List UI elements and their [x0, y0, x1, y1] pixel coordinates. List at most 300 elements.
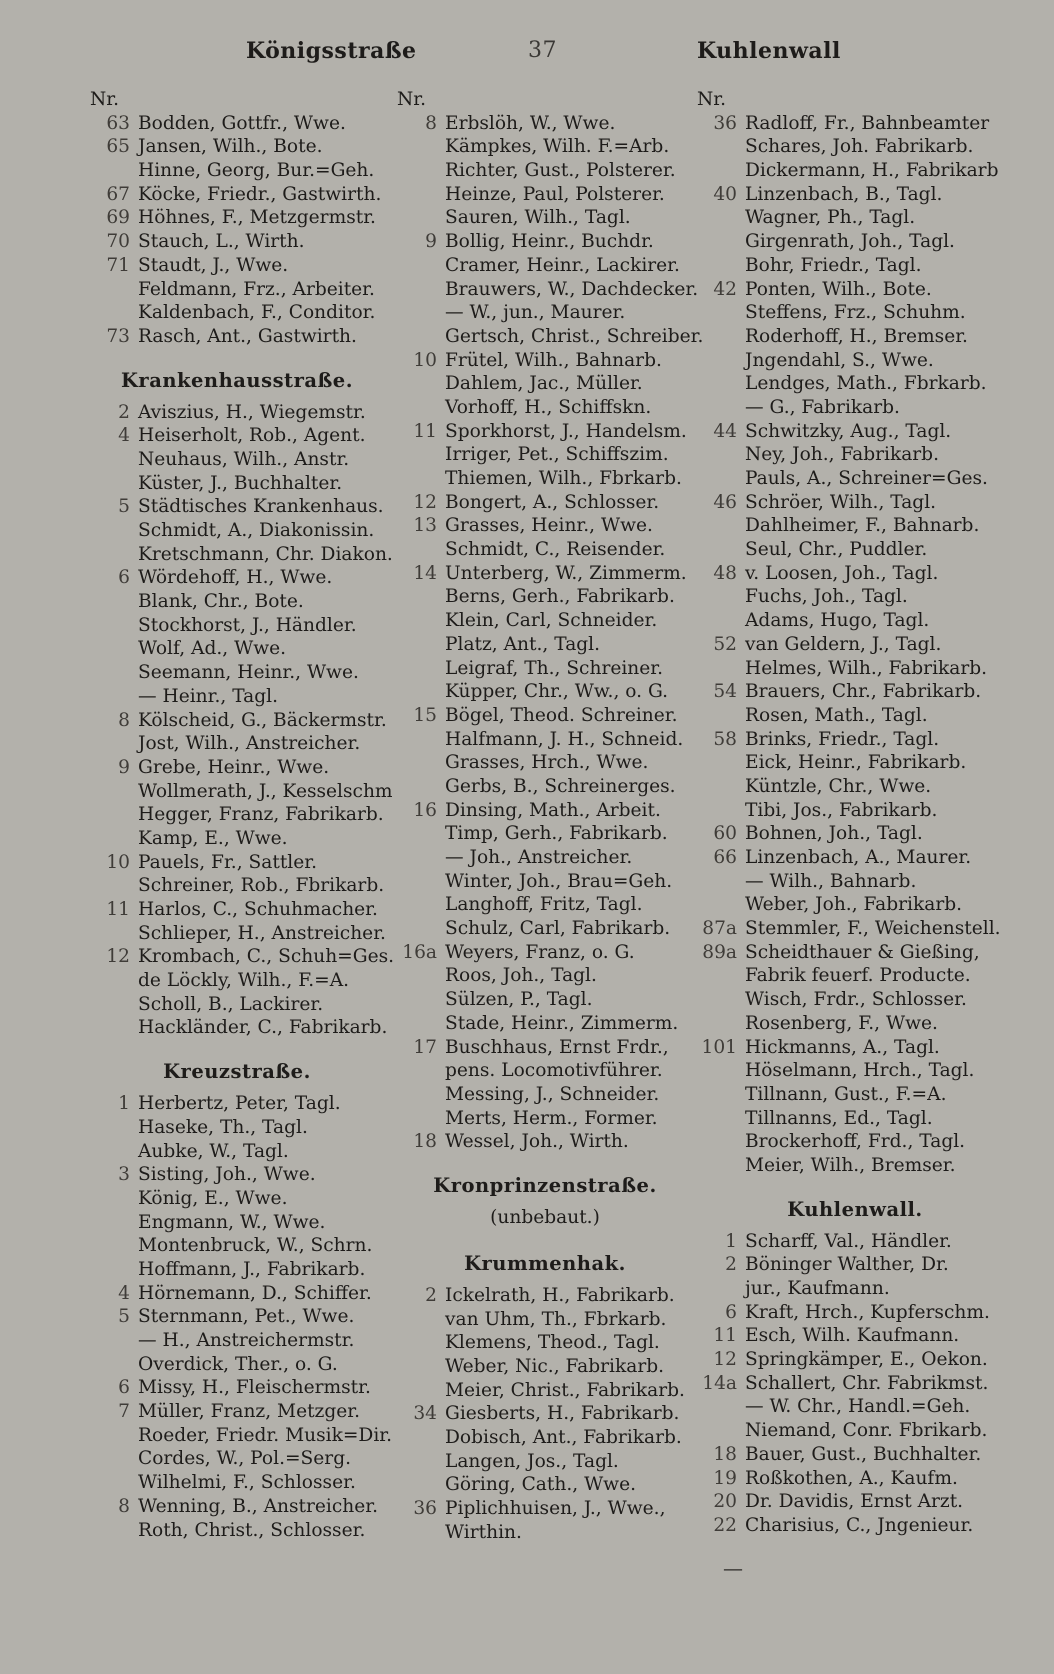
directory-entry — [395, 278, 699, 302]
directory-entry — [695, 443, 1015, 467]
resident-entry: Gerbs, B., Schreinerges. — [445, 775, 676, 797]
directory-entry — [88, 278, 386, 302]
resident-entry: Jansen, Wilh., Bote. — [138, 136, 323, 158]
resident-entry: Herbertz, Peter, Tagl. — [138, 1093, 341, 1115]
resident-entry: — Heinr., Tagl. — [138, 685, 279, 707]
directory-entry — [695, 1324, 1015, 1348]
directory-entry — [88, 301, 386, 325]
nr-heading: Nr. — [697, 89, 727, 110]
directory-entry — [88, 1329, 386, 1353]
directory-entry — [395, 704, 695, 728]
resident-entry: Merts, Herm., Former. — [445, 1107, 658, 1129]
resident-entry: Pauls, A., Schreiner=Ges. — [745, 468, 988, 489]
resident-entry: Stauch, L., Wirth. — [138, 231, 305, 253]
resident-entry: Linzenbach, A., Maurer. — [745, 847, 972, 868]
directory-entry — [695, 372, 1015, 396]
resident-entry: — Joh., Anstreicher. — [445, 847, 633, 868]
house-number: 87a — [702, 918, 737, 940]
resident-entry: Dinsing, Math., Arbeit. — [445, 799, 661, 821]
house-number: 7 — [118, 1401, 130, 1423]
resident-entry: Lendges, Math., Fbrkarb. — [745, 373, 987, 395]
street-heading: Kreuzstraße. — [163, 1060, 311, 1084]
directory-entry — [88, 424, 386, 448]
resident-entry: Kretschmann, Chr. Diakon. — [138, 543, 393, 565]
street-heading: Kuhlenwall. — [787, 1197, 923, 1221]
directory-entry — [395, 538, 695, 562]
directory-entry — [88, 614, 386, 638]
directory-entry — [88, 1092, 386, 1116]
resident-entry: pens. Locomotivführer. — [445, 1060, 663, 1082]
resident-entry: Dr. Davidis, Ernst Arzt. — [745, 1491, 964, 1513]
resident-entry: Langen, Jos., Tagl. — [445, 1450, 619, 1472]
resident-entry: Wirthin. — [445, 1521, 522, 1543]
resident-entry: Schröer, Wilh., Tagl. — [745, 491, 937, 513]
house-number: 8 — [425, 112, 437, 134]
directory-entry — [395, 1426, 695, 1450]
resident-entry: Rosenberg, F., Wwe. — [745, 1012, 938, 1034]
house-number: 18 — [413, 1131, 437, 1153]
resident-entry: Roßkothen, A., Kaufm. — [745, 1467, 958, 1489]
house-number: 58 — [713, 728, 737, 750]
resident-entry: Weber, Nic., Fabrikarb. — [445, 1356, 665, 1377]
house-number: 12 — [413, 491, 437, 513]
resident-entry: Fabrik feuerf. Producte. — [745, 965, 971, 987]
house-number: 14 — [413, 562, 437, 584]
resident-entry: Unterberg, W., Zimmerm. — [445, 562, 687, 584]
column-2 — [395, 88, 704, 1545]
resident-entry: Wördehoff, H., Wwe. — [138, 567, 333, 589]
resident-entry: Montenbruck, W., Schrn. — [138, 1235, 373, 1257]
resident-entry: Linzenbach, B., Tagl. — [745, 183, 943, 205]
directory-entry — [395, 964, 695, 988]
directory-entry — [88, 401, 386, 425]
directory-entry — [695, 254, 1015, 278]
resident-entry: Charisius, C., Jngenieur. — [745, 1514, 974, 1536]
running-head-left: Königsstraße — [246, 38, 417, 64]
resident-entry: Krombach, C., Schuh=Ges. — [138, 946, 395, 968]
directory-entry — [395, 633, 695, 657]
resident-entry: Bauer, Gust., Buchhalter. — [745, 1443, 982, 1465]
directory-entry — [695, 1230, 1015, 1254]
resident-entry: Wollmerath, J., Kesselschm — [138, 780, 393, 802]
resident-entry: Ickelrath, H., Fabrikarb. — [445, 1284, 675, 1306]
resident-entry: Roeder, Friedr. Musik=Dir. — [138, 1424, 393, 1446]
resident-entry: Kaldenbach, F., Conditor. — [138, 302, 376, 324]
directory-entry — [695, 751, 1015, 775]
resident-entry: Feldmann, Frz., Arbeiter. — [138, 278, 375, 300]
resident-entry: Berns, Gerh., Fabrikarb. — [445, 586, 675, 608]
directory-entry — [395, 941, 695, 965]
directory-entry — [695, 1253, 1015, 1277]
house-number: 11 — [713, 1325, 737, 1347]
house-number: 12 — [713, 1349, 737, 1371]
street-heading: Kronprinzenstraße. — [433, 1173, 657, 1197]
resident-entry: Schlieper, H., Anstreicher. — [138, 922, 386, 944]
directory-entry — [88, 732, 386, 756]
house-number: 89a — [702, 941, 737, 963]
directory-entry — [88, 543, 393, 567]
house-number: 11 — [413, 420, 437, 442]
resident-entry: van Geldern, J., Tagl. — [745, 633, 942, 655]
resident-entry: Heiserholt, Rob., Agent. — [138, 425, 366, 447]
house-number: 10 — [106, 851, 130, 873]
resident-entry: Heinze, Paul, Polsterer. — [445, 183, 665, 205]
directory-entry — [695, 420, 1015, 444]
directory-entry — [695, 230, 1015, 254]
resident-entry: Scharff, Val., Händler. — [745, 1230, 952, 1252]
directory-entry — [395, 988, 695, 1012]
nr-heading: Nr. — [90, 89, 120, 110]
resident-entry: Höselmann, Hrch., Tagl. — [745, 1060, 975, 1082]
directory-entry — [88, 1353, 386, 1377]
house-number: 2 — [425, 1284, 437, 1306]
directory-entry — [395, 1473, 695, 1497]
directory-entry — [695, 1130, 1015, 1154]
resident-entry: — Wilh., Bahnarb. — [745, 870, 917, 892]
directory-entry — [695, 1277, 1015, 1301]
directory-entry — [695, 1012, 1015, 1036]
footer-dash: — — [723, 1556, 743, 1580]
directory-entry — [695, 278, 1015, 302]
resident-entry: Köcke, Friedr., Gastwirth. — [138, 183, 382, 205]
directory-entry — [695, 728, 1015, 752]
resident-entry: Scholl, B., Lackirer. — [138, 993, 324, 1015]
house-number: 18 — [713, 1443, 737, 1465]
resident-entry: Stemmler, F., Weichenstell. — [745, 918, 1001, 940]
resident-entry: van Uhm, Th., Fbrkarb. — [445, 1308, 667, 1330]
directory-entry — [88, 1211, 386, 1235]
resident-entry: Schares, Joh. Fabrikarb. — [745, 136, 974, 158]
house-number: 9 — [425, 231, 437, 253]
resident-entry: Pauels, Fr., Sattler. — [138, 851, 317, 873]
directory-entry — [88, 1234, 386, 1258]
resident-entry: Kölscheid, G., Bäckermstr. — [138, 709, 387, 731]
resident-entry: Küster, J., Buchhalter. — [138, 472, 343, 494]
house-number: 73 — [106, 325, 130, 347]
directory-entry — [695, 491, 1015, 515]
resident-entry: Dahlem, Jac., Müller. — [445, 373, 643, 395]
directory-entry — [395, 396, 695, 420]
resident-entry: Hörnemann, D., Schiffer. — [138, 1282, 372, 1304]
directory-entry — [695, 1395, 1015, 1419]
directory-entry — [695, 538, 1015, 562]
directory-entry — [88, 1305, 386, 1329]
resident-entry: Stade, Heinr., Zimmerm. — [445, 1012, 679, 1034]
house-number: 46 — [713, 491, 737, 513]
directory-entry — [695, 704, 1015, 728]
house-number: 36 — [413, 1498, 437, 1520]
directory-entry — [88, 756, 386, 780]
directory-entry — [695, 1467, 1015, 1491]
resident-entry: Müller, Franz, Metzger. — [138, 1401, 361, 1423]
resident-entry: Tillnanns, Ed., Tagl. — [745, 1107, 933, 1129]
directory-entry — [695, 917, 1015, 941]
directory-entry — [395, 420, 695, 444]
directory-entry — [695, 562, 1015, 586]
resident-entry: Wagner, Ph., Tagl. — [745, 207, 916, 229]
directory-entry — [695, 870, 1015, 894]
resident-entry: v. Loosen, Joh., Tagl. — [745, 562, 939, 584]
resident-entry: Bohnen, Joh., Tagl. — [745, 823, 923, 845]
resident-entry: Engmann, W., Wwe. — [138, 1211, 326, 1233]
directory-entry — [395, 1379, 695, 1403]
resident-entry: Schreiner, Rob., Fbrikarb. — [138, 875, 385, 897]
street-note: (unbebaut.) — [490, 1206, 600, 1228]
directory-entry — [88, 874, 386, 898]
resident-entry: Küpper, Chr., Ww., o. G. — [445, 681, 669, 703]
resident-entry: Giesberts, H., Fabrikarb. — [445, 1403, 680, 1425]
directory-entry — [395, 1308, 695, 1332]
resident-entry: Niemand, Conr. Fbrikarb. — [745, 1420, 988, 1442]
directory-entry — [88, 1187, 386, 1211]
directory-entry — [88, 898, 386, 922]
directory-entry — [395, 372, 695, 396]
resident-entry: Seemann, Heinr., Wwe. — [138, 662, 359, 684]
house-number: 44 — [713, 420, 737, 442]
directory-entry — [88, 519, 386, 543]
directory-entry — [395, 893, 695, 917]
directory-entry — [88, 1140, 386, 1164]
directory-entry — [695, 964, 1015, 988]
directory-entry — [395, 1012, 695, 1036]
resident-entry: Tillnann, Gust., F.=A. — [745, 1083, 947, 1105]
directory-entry — [695, 846, 1015, 870]
house-number: 16 — [413, 799, 437, 821]
resident-entry: Frütel, Wilh., Bahnarb. — [445, 349, 662, 371]
resident-entry: Hickmanns, A., Tagl. — [745, 1036, 940, 1058]
directory-entry — [395, 230, 695, 254]
resident-entry: Wisch, Frdr., Schlosser. — [745, 989, 967, 1011]
resident-entry: Wolf, Ad., Wwe. — [138, 638, 287, 660]
house-number: 10 — [413, 349, 437, 371]
directory-entry — [395, 846, 695, 870]
directory-entry — [395, 775, 695, 799]
directory-entry — [395, 799, 695, 823]
resident-entry: Sisting, Joh., Wwe. — [138, 1164, 316, 1186]
house-number: 2 — [118, 401, 130, 423]
resident-entry: — H., Anstreichermstr. — [138, 1330, 355, 1351]
directory-entry — [395, 609, 695, 633]
house-number: 9 — [118, 756, 130, 778]
resident-entry: Wessel, Joh., Wirth. — [445, 1131, 629, 1153]
directory-entry — [395, 183, 695, 207]
resident-entry: Dobisch, Ant., Fabrikarb. — [445, 1427, 682, 1449]
resident-entry: Roth, Christ., Schlosser. — [138, 1519, 366, 1541]
resident-entry: Roderhoff, H., Bremser. — [745, 325, 968, 347]
resident-entry: Schwitzky, Aug., Tagl. — [745, 420, 952, 442]
directory-entry — [395, 1450, 695, 1474]
house-number: 3 — [118, 1164, 130, 1186]
directory-entry — [395, 467, 695, 491]
resident-entry: Harlos, C., Schuhmacher. — [138, 899, 378, 920]
directory-entry — [88, 1258, 386, 1282]
directory-entry — [88, 590, 386, 614]
directory-entry — [88, 637, 386, 661]
resident-entry: Brockerhoff, Frd., Tagl. — [745, 1131, 966, 1153]
resident-entry: Grasses, Heinr., Wwe. — [445, 515, 653, 537]
running-head-right: Kuhlenwall — [697, 38, 841, 64]
directory-entry — [695, 396, 1015, 420]
directory-entry — [88, 685, 386, 709]
resident-entry: Bögel, Theod. Schreiner. — [445, 704, 678, 726]
house-number: 11 — [106, 899, 130, 920]
directory-entry — [395, 751, 695, 775]
house-number: 8 — [118, 1495, 130, 1517]
directory-entry — [88, 993, 386, 1017]
resident-entry: Kraft, Hrch., Kupferschm. — [745, 1301, 990, 1323]
resident-entry: — W. Chr., Handl.=Geh. — [745, 1396, 971, 1418]
house-number: 5 — [118, 496, 130, 518]
resident-entry: — G., Fabrikarb. — [745, 396, 900, 418]
directory-entry — [88, 1116, 386, 1140]
resident-entry: Jngendahl, S., Wwe. — [745, 349, 934, 371]
house-number: 40 — [713, 183, 737, 205]
resident-entry: Winter, Joh., Brau=Geh. — [445, 870, 673, 892]
resident-entry: Ponten, Wilh., Bote. — [745, 278, 932, 300]
directory-entry — [395, 206, 695, 230]
resident-entry: Springkämper, E., Oekon. — [745, 1349, 988, 1371]
directory-entry — [695, 1154, 1015, 1178]
house-number: 12 — [106, 946, 130, 968]
resident-entry: Eick, Heinr., Fabrikarb. — [745, 752, 967, 774]
resident-entry: Göring, Cath., Wwe. — [445, 1474, 637, 1496]
directory-entry — [395, 822, 695, 846]
resident-entry: Platz, Ant., Tagl. — [445, 633, 601, 655]
directory-entry — [695, 657, 1015, 681]
directory-entry — [88, 803, 386, 827]
directory-entry — [695, 1514, 1015, 1538]
house-number: 42 — [713, 278, 737, 300]
resident-entry: Halfmann, J. H., Schneid. — [445, 728, 684, 750]
resident-entry: Sülzen, P., Tagl. — [445, 989, 593, 1011]
resident-entry: Kamp, E., Wwe. — [138, 827, 288, 849]
resident-entry: Grasses, Hrch., Wwe. — [445, 752, 649, 774]
directory-entry — [88, 922, 386, 946]
directory-entry — [88, 827, 386, 851]
directory-entry — [395, 135, 695, 159]
resident-entry: Cordes, W., Pol.=Serg. — [138, 1448, 352, 1470]
house-number: 4 — [118, 425, 130, 447]
resident-entry: Brauers, Chr., Fabrikarb. — [745, 681, 982, 703]
resident-entry: Klemens, Theod., Tagl. — [445, 1332, 660, 1354]
resident-entry: Leigraf, Th., Schreiner. — [445, 657, 664, 679]
resident-entry: Aubke, W., Tagl. — [138, 1140, 289, 1162]
directory-entry — [695, 633, 1015, 657]
resident-entry: Schmidt, C., Reisender. — [445, 539, 666, 561]
directory-entry — [88, 1471, 386, 1495]
directory-entry — [695, 585, 1015, 609]
directory-entry — [395, 1331, 695, 1355]
directory-entry — [695, 775, 1015, 799]
directory-entry — [88, 661, 386, 685]
directory-entry — [88, 1282, 386, 1306]
resident-entry: Esch, Wilh. Kaufmann. — [745, 1325, 960, 1347]
house-number: 60 — [713, 823, 737, 845]
directory-entry — [88, 1163, 386, 1187]
resident-entry: Hegger, Franz, Fabrikarb. — [138, 804, 384, 826]
house-number: 6 — [725, 1301, 737, 1323]
resident-entry: Dahlheimer, F., Bahnarb. — [745, 515, 980, 537]
directory-entry — [395, 112, 695, 136]
house-number: 15 — [413, 704, 437, 726]
directory-entry — [695, 799, 1015, 823]
resident-entry: Neuhaus, Wilh., Anstr. — [138, 448, 350, 470]
directory-entry — [695, 822, 1015, 846]
house-number: 5 — [118, 1306, 130, 1328]
resident-entry: Cramer, Heinr., Lackirer. — [445, 254, 680, 276]
resident-entry: Hoffmann, J., Fabrikarb. — [138, 1258, 366, 1280]
directory-entry — [88, 1495, 386, 1519]
directory-entry — [395, 585, 695, 609]
directory-entry — [395, 1284, 695, 1308]
resident-entry: Sporkhorst, J., Handelsm. — [445, 420, 687, 442]
directory-entry — [695, 1419, 1015, 1443]
resident-entry: Dickermann, H., Fabrikarb — [745, 160, 999, 182]
house-number: 36 — [713, 112, 737, 134]
directory-entry — [88, 206, 386, 230]
house-number: 101 — [701, 1036, 737, 1058]
directory-entry — [395, 1036, 695, 1060]
house-number: 6 — [118, 567, 130, 589]
resident-entry: Blank, Chr., Bote. — [138, 591, 304, 613]
resident-entry: Staudt, J., Wwe. — [138, 254, 289, 276]
house-number: 4 — [118, 1282, 130, 1304]
resident-entry: Klein, Carl, Schneider. — [445, 610, 658, 632]
house-number: 34 — [413, 1403, 437, 1425]
column-1 — [88, 88, 395, 1542]
house-number: 69 — [106, 207, 130, 229]
directory-entry — [395, 514, 695, 538]
resident-entry: Vorhoff, H., Schiffskn. — [445, 396, 652, 418]
directory-entry — [695, 988, 1015, 1012]
resident-entry: Wenning, B., Anstreicher. — [138, 1495, 378, 1517]
directory-entry — [88, 112, 386, 136]
directory-entry — [695, 1301, 1015, 1325]
column-3 — [695, 88, 1015, 1538]
resident-entry: Girgenrath, Joh., Tagl. — [745, 231, 955, 253]
house-number: 14a — [702, 1372, 737, 1394]
resident-entry: Schulz, Carl, Fabrikarb. — [445, 918, 671, 940]
resident-entry: Overdick, Ther., o. G. — [138, 1353, 338, 1375]
resident-entry: Fuchs, Joh., Tagl. — [745, 586, 908, 608]
resident-entry: Rosen, Math., Tagl. — [745, 704, 928, 726]
directory-entry — [695, 1107, 1015, 1131]
directory-entry — [88, 945, 395, 969]
resident-entry: Bongert, A., Schlosser. — [445, 491, 660, 513]
directory-entry — [395, 325, 704, 349]
resident-entry: Höhnes, F., Metzgermstr. — [138, 207, 376, 229]
resident-entry: Buschhaus, Ernst Frdr., — [445, 1036, 669, 1058]
house-number: 6 — [118, 1377, 130, 1399]
directory-entry — [695, 325, 1015, 349]
resident-entry: Städtisches Krankenhaus. — [138, 496, 384, 518]
directory-entry — [395, 1402, 695, 1426]
house-number: 2 — [725, 1254, 737, 1276]
directory-entry — [695, 301, 1015, 325]
directory-entry — [695, 680, 1015, 704]
directory-entry — [88, 709, 386, 733]
directory-entry — [88, 1424, 393, 1448]
resident-entry: Schmidt, A., Diakonissin. — [138, 520, 375, 541]
directory-entry — [695, 893, 1015, 917]
resident-entry: Piplichhuisen, J., Wwe., — [445, 1498, 666, 1520]
directory-entry — [88, 448, 386, 472]
directory-entry — [395, 657, 695, 681]
resident-entry: Hackländer, C., Fabrikarb. — [138, 1017, 388, 1039]
house-number: 52 — [713, 633, 737, 655]
directory-entry — [88, 230, 386, 254]
house-number: 1 — [725, 1230, 737, 1252]
